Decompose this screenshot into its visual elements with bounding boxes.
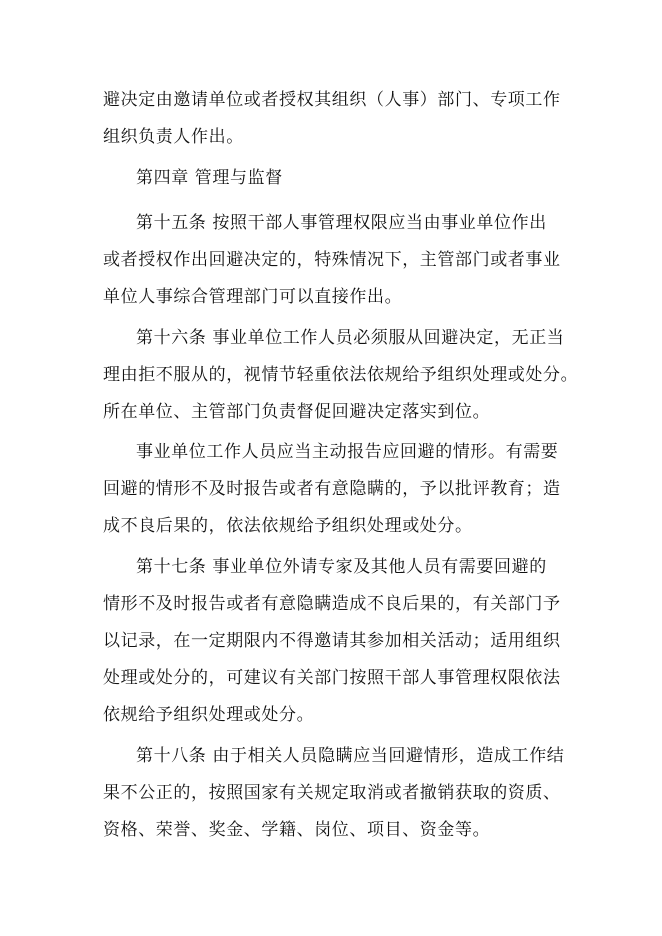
article-16 xyxy=(103,320,579,431)
article-16-paragraph-2 xyxy=(103,434,565,545)
text-line: 情形不及时报告或者有意隐瞒造成不良后果的，有关部门予 xyxy=(103,594,561,614)
text-line: 第十六条 事业单位工作人员必须服从回避决定，无正当 xyxy=(136,328,565,348)
article-17 xyxy=(103,549,565,734)
text-line: 回避的情形不及时报告或者有意隐瞒的，予以批评教育；造 xyxy=(103,479,561,499)
text-line: 以记录，在一定期限内不得邀请其参加相关活动；适用组织 xyxy=(103,631,561,651)
text-line: 事业单位工作人员应当主动报告应回避的情形。有需要 xyxy=(136,442,559,462)
text-line: 理由拒不服从的，视情节轻重依法依规给予组织处理或处分。 xyxy=(103,365,579,385)
text-line: 果不公正的，按照国家有关规定取消或者撤销获取的资质、 xyxy=(103,783,561,803)
text-line: 单位人事综合管理部门可以直接作出。 xyxy=(103,287,403,307)
text-line: 第十五条 按照干部人事管理权限应当由事业单位作出 xyxy=(136,213,547,233)
text-line: 成不良后果的，依法依规给予组织处理或处分。 xyxy=(103,516,473,536)
text-line: 避决定由邀请单位或者授权其组织（人事）部门、专项工作 xyxy=(103,90,561,110)
chapter-title: 第四章 管理与监督 xyxy=(136,168,283,188)
article-18 xyxy=(103,738,565,849)
text-line: 处理或处分的，可建议有关部门按照干部人事管理权限依法 xyxy=(103,668,561,688)
text-line: 组织负责人作出。 xyxy=(103,127,244,147)
article-15 xyxy=(103,205,565,316)
text-line: 或者授权作出回避决定的，特殊情况下，主管部门或者事业 xyxy=(103,250,561,270)
text-line: 第十七条 事业单位外请专家及其他人员有需要回避的 xyxy=(136,557,547,577)
text-line: 依规给予组织处理或处分。 xyxy=(103,705,315,725)
text-line: 资格、荣誉、奖金、学籍、岗位、项目、资金等。 xyxy=(103,820,491,840)
chapter-heading xyxy=(136,160,283,197)
paragraph-continuation xyxy=(103,82,565,156)
text-line: 第十八条 由于相关人员隐瞒应当回避情形，造成工作结 xyxy=(136,746,565,766)
text-line: 所在单位、主管部门负责督促回避决定落实到位。 xyxy=(103,402,491,422)
